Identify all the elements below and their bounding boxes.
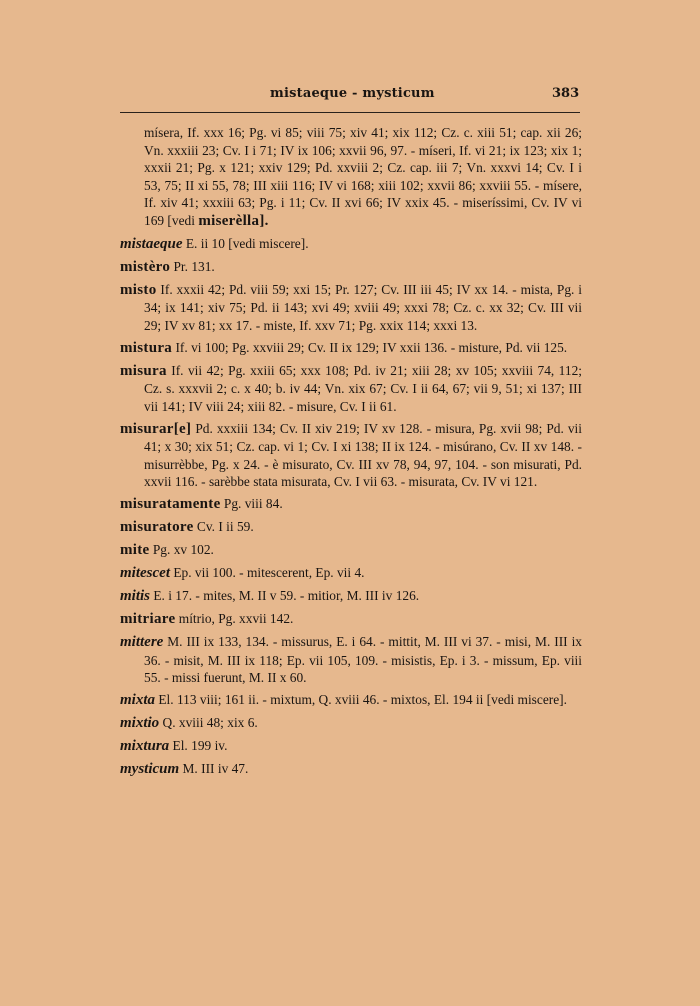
headword: mite	[120, 542, 150, 558]
headword: mixta	[120, 692, 156, 708]
headword: mixtura	[120, 738, 170, 754]
headword: misurar[e]	[120, 420, 192, 437]
entry-text: El. 199 iv.	[169, 738, 228, 753]
entry-text: M. III ix 133, 134. - missurus, E. i 64. - mittit, M. III vi 37. - misi, M. III ix 36. - misit, M. III ix 118; Ep. vii 105, 109. - misistis, Ep. i 3. - missum, Ep. viii 55. - missi fuerunt, M. II x 60.	[144, 634, 582, 685]
entry	[120, 610, 582, 629]
headword: mixtio	[120, 715, 160, 731]
entry	[120, 518, 582, 537]
entry	[120, 541, 582, 560]
entry-text: mítrio, Pg. xxvii 142.	[175, 611, 294, 626]
entry-text: Pg. viii 84.	[220, 496, 283, 511]
entry	[120, 258, 582, 277]
headword: mitescet	[120, 565, 170, 581]
entry	[120, 760, 582, 779]
headword: mistaeque	[120, 235, 183, 252]
entry-text: mísera, If. xxx 16; Pg. vi 85; viii 75; xiv 41; xix 112; Cz. c. xiii 51; cap. xii 26; Vn. xxxiii 23; Cv. I i 71; IV ix 106; xxvii 96, 97. - míseri, If. vi 21; ix 123; xix 1; xxxii 21; Pg. x 121; xxiv 129; Pd. xxviii 2; Cz. cap. iii 7; Vn. xxxvi 14; Cv. I i 53, 75; II xi 55, 78; III xiii 116; IV vi 168; xiii 102; xxvii 86; xxviii 55. - mísere, If. xiv 41; xxxiii 63; Pg. i 11; Cv. II xvi 66; IV xxix 45. - miseríssimi, Cv. IV vi 169 [vedi	[144, 125, 582, 228]
entry	[120, 362, 582, 416]
entry	[120, 339, 582, 358]
entry-text: Pd. xxxiii 134; Cv. II xiv 219; IV xv 128. - misura, Pg. xvii 98; Pd. vii 41; x 30; xix 51; Cz. cap. vi 1; Cv. I xi 138; II ix 124. - misúrano, Cv. II xv 148. - misurrèbbe, Pg. x 24. - è misurato, Cv. III xv 78, 94, 97, 104. - son misurati, Pd. xxvii 116. - sarèbbe stata misurata, Cv. I vii 63. - misurata, Cv. IV vi 121.	[144, 420, 582, 489]
headword: mittere	[120, 634, 164, 650]
entry	[120, 420, 582, 491]
entry-text: If. vi 100; Pg. xxviii 29; Cv. II ix 129; IV xxii 136. - misture, Pd. vii 125.	[172, 339, 568, 355]
headword: misuratore	[120, 519, 194, 535]
entry	[120, 633, 582, 687]
entry-tail: miserèlla].	[198, 212, 269, 229]
headword: misuratamente	[120, 496, 221, 512]
headword: mitis	[120, 588, 151, 604]
entry-text: If. vii 42; Pg. xxiii 65; xxx 108; Pd. iv 21; xiii 28; xv 105; xxviii 74, 112; Cz. s. xxxvii 2; c. x 40; b. iv 44; Vn. xix 67; Cv. I ii 64, 67; vii 9, 51; xi 137; III vii 141; IV viii 24; xiii 82. - misure, Cv. I ii 61.	[144, 362, 582, 414]
entry	[120, 495, 582, 514]
entry	[120, 714, 582, 733]
running-header	[0, 86, 700, 108]
entry-text: Cv. I ii 59.	[193, 519, 254, 534]
entry	[120, 587, 582, 606]
headword: mysticum	[120, 761, 180, 777]
running-title: mistaeque - mysticum	[270, 86, 435, 101]
header-rule	[120, 112, 580, 113]
page-number: 383	[552, 86, 580, 101]
entry-text: E. ii 10 [vedi miscere].	[182, 235, 309, 251]
entry-text: El. 113 viii; 161 ii. - mixtum, Q. xviii 46. - mixtos, El. 194 ii [vedi miscere].	[155, 692, 567, 707]
entry	[120, 281, 582, 335]
entry-continuation	[120, 124, 582, 230]
entry	[120, 737, 582, 756]
entry-text: If. xxxii 42; Pd. viii 59; xxi 15; Pr. 127; Cv. III iii 45; IV xx 14. - mista, Pg. i 34; ix 141; xiv 75; Pd. ii 143; xvi 49; xviii 49; xxxi 78; Cz. c. xx 32; Cv. III vii 29; IV xv 81; xx 17. - miste, If. xxv 71; Pg. xxix 114; xxxi 13.	[144, 281, 582, 333]
headword: mistura	[120, 339, 173, 356]
entry	[120, 564, 582, 583]
entry-text: Pg. xv 102.	[149, 542, 214, 557]
entry	[120, 235, 582, 254]
entry-text: Ep. vii 100. - mitescerent, Ep. vii 4.	[169, 565, 365, 580]
headword: misto	[120, 281, 157, 298]
headword: mitriare	[120, 611, 176, 627]
entry-text: E. i 17. - mites, M. II v 59. - mitior, M. III iv 126.	[150, 588, 420, 603]
headword: misura	[120, 362, 167, 379]
entry-text: Pr. 131.	[170, 258, 215, 274]
dictionary-body	[120, 124, 582, 783]
entry-text: Q. xviii 48; xix 6.	[159, 715, 258, 730]
entry	[120, 691, 582, 710]
headword: mistèro	[120, 258, 171, 275]
entry-text: M. III iv 47.	[179, 761, 249, 776]
